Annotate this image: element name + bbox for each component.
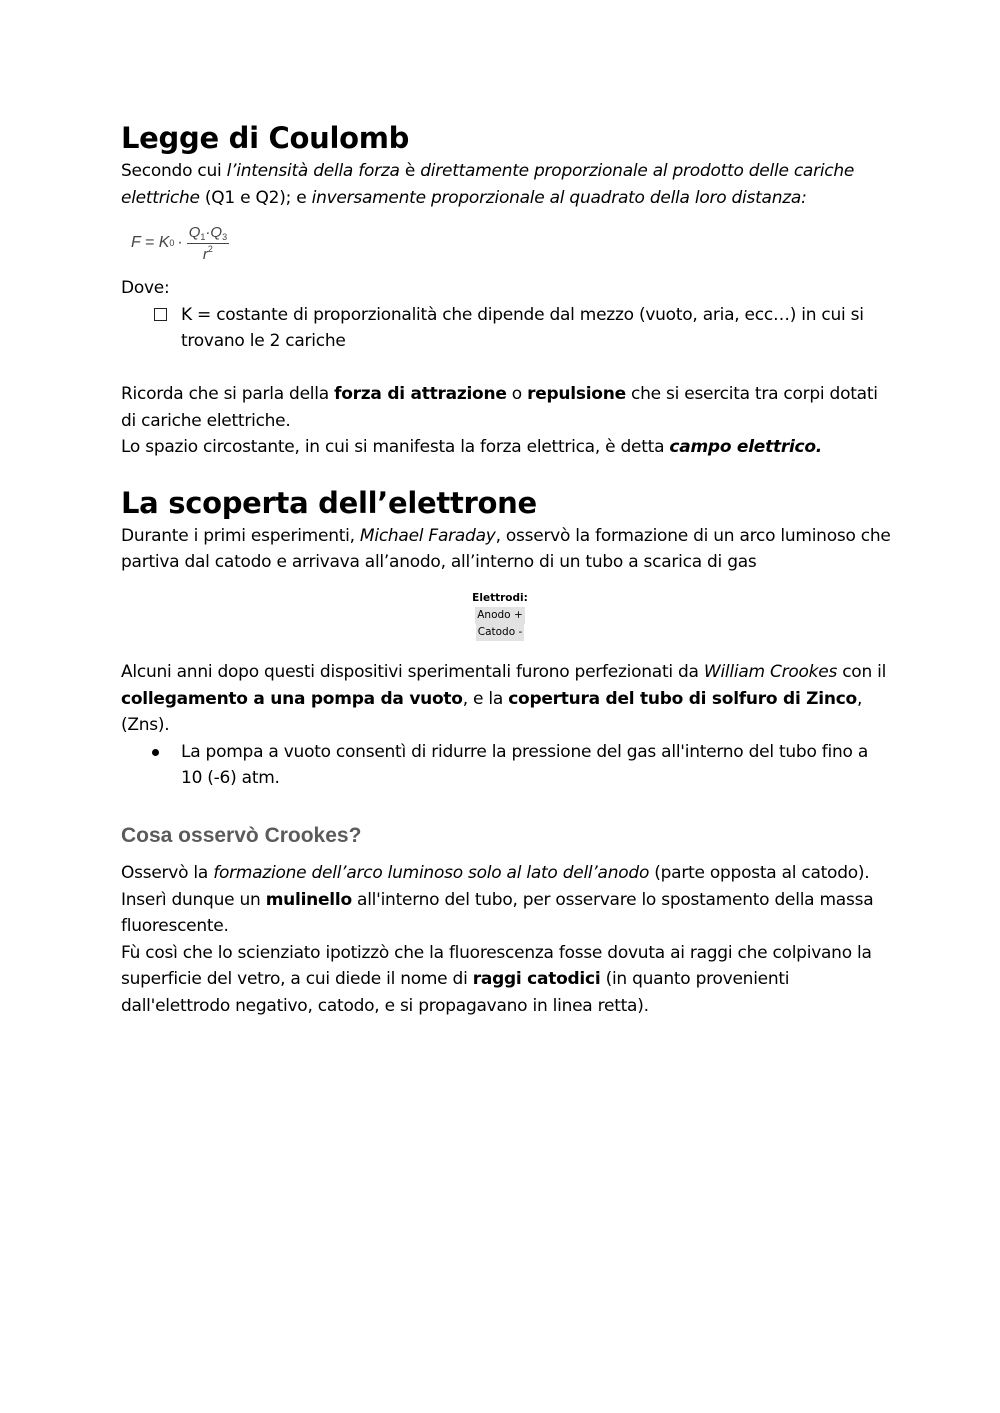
observation-paragraph xyxy=(121,860,891,887)
formula-denominator xyxy=(203,244,213,263)
text-run: Lo spazio circostante, in cui si manifesta la forza elettrica, è detta xyxy=(121,437,670,458)
recall-paragraph xyxy=(121,381,891,434)
formula-r-exponent: 2 xyxy=(207,243,213,254)
bold-run: collegamento a una pompa da vuoto xyxy=(121,688,463,709)
formula-q1-subscript: 1 xyxy=(200,231,206,242)
text-run: Inserì dunque un xyxy=(121,889,266,910)
formula-numerator xyxy=(187,224,229,244)
formula-lhs: F = K xyxy=(131,234,170,252)
document-content xyxy=(121,118,891,1019)
list-item xyxy=(181,739,891,792)
text-run: , e la xyxy=(462,688,509,709)
italic-run: William Crookes xyxy=(703,661,838,682)
italic-run: formazione dell’arco luminoso solo al lato dell’anodo xyxy=(213,862,650,883)
faraday-paragraph xyxy=(121,523,891,576)
bold-italic-run: campo elettrico. xyxy=(669,437,823,458)
text-run: è xyxy=(399,161,421,181)
formula-mid-dot: · xyxy=(205,223,211,241)
italic-run: l’intensità della forza xyxy=(226,161,400,181)
text-run: Osservò la xyxy=(121,862,214,883)
formula-q2-subscript: 3 xyxy=(222,231,228,242)
text-run: , osservò la formazione di un arco luminoso che partiva dal catodo e arrivava all’anodo, all’interno di un tubo a scarica di gas xyxy=(121,525,891,573)
bold-run: copertura del tubo di solfuro di Zinco xyxy=(508,688,857,709)
formula-r: r xyxy=(202,245,208,263)
coulomb-intro-paragraph xyxy=(121,158,891,211)
bold-run: repulsione xyxy=(527,383,626,404)
formula-dot: · xyxy=(177,234,183,252)
bold-run: mulinello xyxy=(265,889,352,910)
text-run: Fù così che lo scienziato ipotizzò che la fluorescenza fosse dovuta ai raggi che colpivano la superficie del vetro, a cui diede il nome di xyxy=(121,942,872,990)
checklist xyxy=(121,302,891,355)
cathode-rays-paragraph xyxy=(121,940,891,1020)
text-run: o xyxy=(506,383,528,404)
text-run: Durante i primi esperimenti, xyxy=(121,525,360,546)
text-run: che si esercita tra corpi dotati di cariche elettriche. xyxy=(121,383,878,431)
bullet-icon xyxy=(152,749,159,756)
text-run: (parte opposta al catodo). xyxy=(649,862,870,883)
italic-run: direttamente proporzionale al prodotto delle cariche elettriche xyxy=(121,161,855,208)
text-run: con il xyxy=(837,661,887,682)
text-run: (in quanto provenienti dall'elettrodo negativo, catodo, e si propagavano in linea retta). xyxy=(121,969,790,1016)
crookes-paragraph xyxy=(121,659,891,739)
checkbox[interactable] xyxy=(154,308,167,321)
formula-q1: Q xyxy=(188,223,201,241)
electric-field-paragraph xyxy=(121,434,891,461)
text-run: (Q1 e Q2); e xyxy=(199,187,312,208)
electrodes-figure xyxy=(0,590,1000,641)
cathode-label: Catodo - xyxy=(476,624,525,641)
bold-run: raggi catodici xyxy=(472,969,601,990)
section-title-coulomb: Legge di Coulomb xyxy=(121,121,410,155)
formula-k-subscript: 0 xyxy=(169,238,175,249)
italic-run: inversamente proporzionale al quadrato della loro distanza: xyxy=(311,187,807,208)
formula-q2: Q xyxy=(210,223,223,241)
text-run: Ricorda che si parla della xyxy=(121,383,335,404)
text-run: Secondo cui xyxy=(121,161,227,181)
electrodes-title: Elettrodi: xyxy=(472,591,528,604)
formula-fraction xyxy=(187,224,229,263)
checklist-item xyxy=(181,302,891,355)
bullet-text: La pompa a vuoto consentì di ridurre la pressione del gas all'interno del tubo fino a 10 (-6) atm. xyxy=(181,741,868,789)
section-title-crookes: Cosa osservò Crookes? xyxy=(121,823,362,847)
coulomb-formula xyxy=(131,215,891,271)
spacer xyxy=(121,355,891,381)
text-run: all'interno del tubo, per osservare lo spostamento della massa fluorescente. xyxy=(121,889,874,937)
italic-run: Michael Faraday xyxy=(359,525,496,546)
anode-label: Anodo + xyxy=(475,607,525,624)
checklist-item-text: K = costante di proporzionalità che dipende dal mezzo (vuoto, aria, ecc…) in cui si trovano le 2 cariche xyxy=(181,304,864,352)
text-run: Alcuni anni dopo questi dispositivi sperimentali furono perfezionati da xyxy=(121,661,704,682)
mulinello-paragraph xyxy=(121,887,891,940)
bullet-list xyxy=(121,739,891,792)
section-title-electron: La scoperta dell’elettrone xyxy=(121,485,537,520)
where-label: Dove: xyxy=(121,278,170,299)
bold-run: forza di attrazione xyxy=(334,383,507,404)
text-run: , (Zns). xyxy=(121,688,863,736)
